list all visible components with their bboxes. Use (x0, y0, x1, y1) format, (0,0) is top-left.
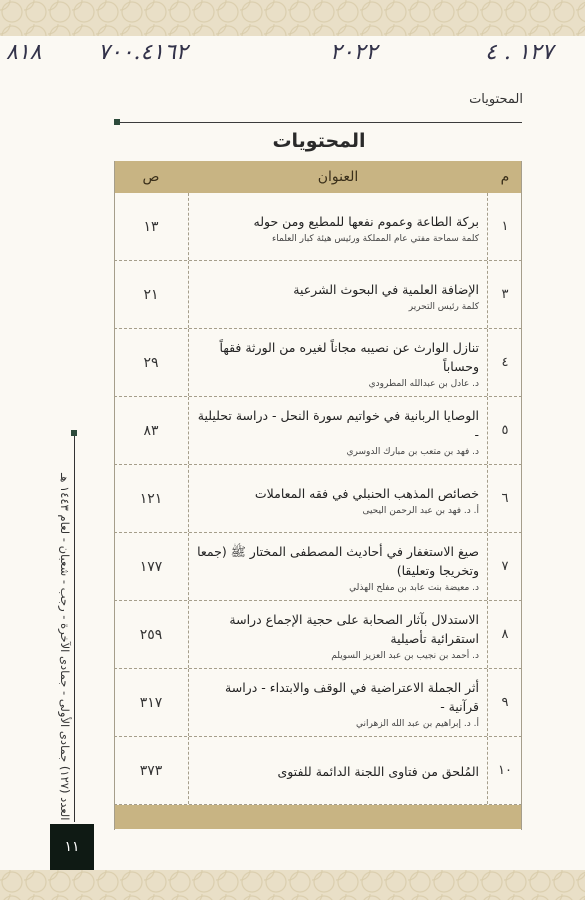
row-number: ١ (487, 193, 522, 260)
page-number: ٢٥٩ (139, 626, 163, 643)
page-number: ١٣ (143, 218, 159, 235)
table-footer-bar (114, 805, 522, 829)
row-title-cell (188, 193, 487, 260)
article-author: أ. د. إبراهيم بن عبد الله الزهراني (356, 719, 479, 729)
article-author: د. عادل بن عبدالله المطرودي (368, 379, 479, 389)
table-row[interactable] (114, 329, 522, 397)
table-row[interactable] (114, 601, 522, 669)
page-number: ٣٧٣ (139, 762, 163, 779)
row-title-cell (188, 397, 487, 464)
page-number: ١٢١ (139, 490, 163, 507)
page-number: ٣١٧ (139, 694, 163, 711)
handwritten-note-right: ١٢٧ . ٤ (485, 40, 554, 65)
article-author: كلمة رئيس التحرير (408, 301, 479, 312)
article-title: بركة الطاعة وعموم نفعها للمطيع ومن حوله (253, 213, 479, 229)
article-title: أثر الجملة الاعتراضية في الوقف والابتداء - دراسة قرآنية - (225, 680, 479, 714)
article-title: خصائص المذهب الحنبلي في فقه المعاملات (254, 485, 479, 501)
table-row[interactable] (114, 397, 522, 465)
issue-info: العدد (١٢٧) جمادى الأولى - جمادى الآخرة - رجب - شعبان - لعام ١٤٤٣ هـ (58, 472, 72, 820)
header-rule (116, 122, 522, 123)
row-number: ٨ (487, 601, 522, 668)
handwritten-note-left: ٨١٨ (6, 40, 42, 65)
page-number: ٢٩ (143, 354, 159, 371)
article-author: كلمة سماحة مفتي عام المملكة ورئيس هيئة كبار العلماء (272, 233, 479, 244)
row-number: ٧ (487, 533, 522, 600)
handwritten-code: ٧٠٠.٤١٦٢ (98, 40, 188, 65)
page-number: ٢١ (143, 286, 159, 303)
article-title: الوصايا الربانية في خواتيم سورة النحل - دراسة تحليلية - (197, 408, 479, 442)
header-rule-marker (114, 119, 120, 125)
row-number: ٦ (487, 465, 522, 532)
article-title: الاستدلال بآثار الصحابة على حجية الإجماع دراسة استقرائية تأصيلية (229, 612, 479, 646)
article-title: تنازل الوارث عن نصيبه مجاناً لغيره من الورثة فقهاً وحساباً (219, 340, 479, 374)
table-row[interactable] (114, 669, 522, 737)
article-title: المُلحق من فتاوى اللجنة الدائمة للفتوى (277, 764, 479, 779)
decorative-border-bottom (0, 870, 585, 900)
row-number: ٥ (487, 397, 522, 464)
column-header-title: العنوان (317, 169, 359, 185)
handwritten-year: ٢٠٢٢ (330, 40, 378, 65)
row-title-cell (188, 329, 487, 396)
row-number: ٣ (487, 261, 522, 328)
table-row[interactable] (114, 193, 522, 261)
row-number: ٩ (487, 669, 522, 736)
contents-table (114, 161, 522, 829)
article-title: صيغ الاستغفار في أحاديث المصطفى المختار ﷺ (جمعا وتخريجا وتعليقا) (197, 544, 479, 578)
row-number: ٤ (487, 329, 522, 396)
side-rule-marker (71, 430, 77, 436)
page-title: المحتويات (272, 130, 366, 152)
folio-page-number: ١١ (50, 824, 94, 870)
row-number: ١٠ (487, 737, 522, 804)
column-header-num: م (500, 169, 510, 185)
article-author: د. فهد بن متعب بن مبارك الدوسري (346, 447, 479, 457)
running-header: المحتويات (469, 92, 523, 107)
row-title-cell (188, 737, 487, 804)
article-author: أ. د. فهد بن عبد الرحمن اليحيى (362, 505, 479, 516)
article-author: د. معيضة بنت عابد بن مفلح الهذلي (349, 583, 479, 593)
page-number: ٨٣ (143, 422, 159, 439)
page-number: ١٧٧ (139, 558, 163, 575)
row-title-cell (188, 669, 487, 736)
row-title-cell (188, 601, 487, 668)
table-row[interactable] (114, 261, 522, 329)
article-title: الإضافة العلمية في البحوث الشرعية (293, 281, 479, 297)
column-header-page: ص (142, 169, 160, 185)
table-row[interactable] (114, 465, 522, 533)
table-row[interactable] (114, 533, 522, 601)
row-title-cell (188, 533, 487, 600)
decorative-border-top (0, 0, 585, 36)
article-author: د. أحمد بن نجيب بن عبد العزيز السويلم (331, 651, 479, 661)
row-title-cell (188, 465, 487, 532)
table-row[interactable] (114, 737, 522, 805)
side-rule (74, 432, 75, 822)
row-title-cell (188, 261, 487, 328)
table-header (114, 161, 522, 193)
